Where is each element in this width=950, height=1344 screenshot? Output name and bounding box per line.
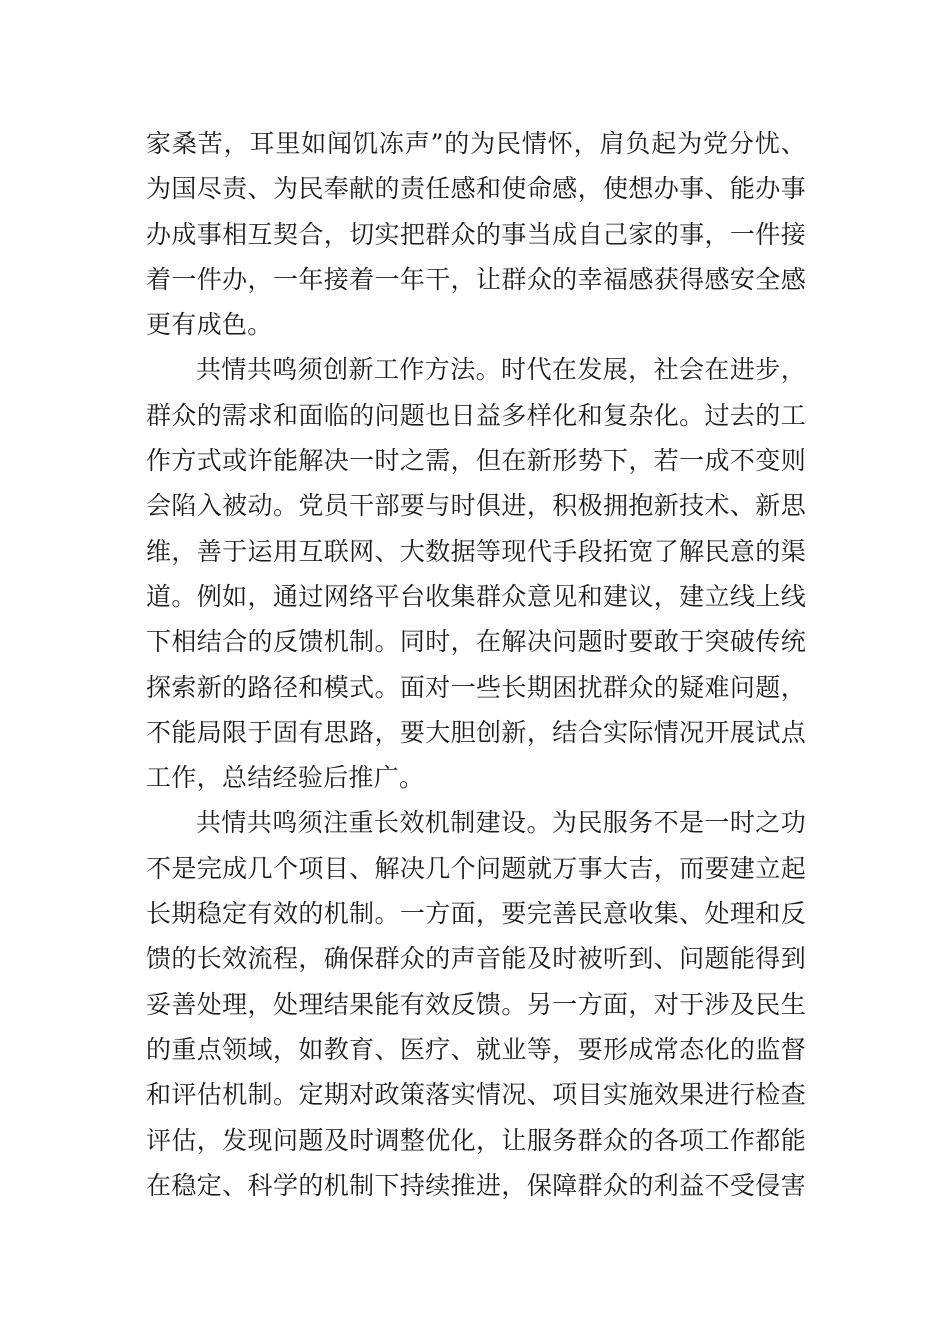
paragraph-first-line: 共情共鸣须注重长效机制建设。为民服务不是一时之功	[196, 808, 806, 838]
text-line: 馈的长效流程，确保群众的声音能及时被听到、问题能得到	[146, 944, 806, 974]
text-line: 妥善处理，处理结果能有效反馈。另一方面，对于涉及民生	[146, 989, 806, 1019]
text-line: 家桑苦，耳里如闻饥冻声”的为民情怀，肩负起为党分忧、	[146, 129, 806, 158]
text-line: 的重点领域，如教育、医疗、就业等，要形成常态化的监督	[146, 1034, 806, 1064]
text-line: 着一件办，一年接着一年干，让群众的幸福感获得感安全感	[146, 264, 806, 294]
text-line: 维，善于运用互联网、大数据等现代手段拓宽了解民意的渠	[146, 536, 806, 566]
text-line: 在稳定、科学的机制下持续推进，保障群众的利益不受侵害	[146, 1170, 806, 1200]
text-line: 作方式或许能解决一时之需，但在新形势下，若一成不变则	[146, 446, 806, 476]
text-line: 为国尽责、为民奉献的责任感和使命感，使想办事、能办事	[146, 174, 806, 204]
document-body	[146, 121, 806, 1208]
text-line: 道。例如，通过网络平台收集群众意见和建议，建立线上线	[146, 581, 806, 611]
text-line: 长期稳定有效的机制。一方面，要完善民意收集、处理和反	[146, 899, 806, 929]
text-line: 探索新的路径和模式。面对一些长期困扰群众的疑难问题，	[146, 672, 806, 702]
text-line: 评估，发现问题及时调整优化，让服务群众的各项工作都能	[146, 1125, 806, 1155]
text-line: 更有成色。	[146, 310, 273, 340]
text-line: 下相结合的反馈机制。同时，在解决问题时要敢于突破传统	[146, 627, 806, 657]
text-line: 群众的需求和面临的问题也日益多样化和复杂化。过去的工	[146, 400, 806, 430]
text-line: 工作，总结经验后推广。	[146, 763, 425, 793]
text-line: 办成事相互契合，切实把群众的事当成自己家的事，一件接	[146, 219, 806, 249]
text-line: 和评估机制。定期对政策落实情况、项目实施效果进行检查	[146, 1080, 806, 1110]
text-line: 不能局限于固有思路，要大胆创新，结合实际情况开展试点	[146, 717, 806, 747]
paragraph-first-line: 共情共鸣须创新工作方法。时代在发展，社会在进步，	[196, 355, 806, 385]
text-line: 不是完成几个项目、解决几个问题就万事大吉，而要建立起	[146, 853, 806, 883]
text-line: 会陷入被动。党员干部要与时俱进，积极拥抱新技术、新思	[146, 491, 806, 521]
